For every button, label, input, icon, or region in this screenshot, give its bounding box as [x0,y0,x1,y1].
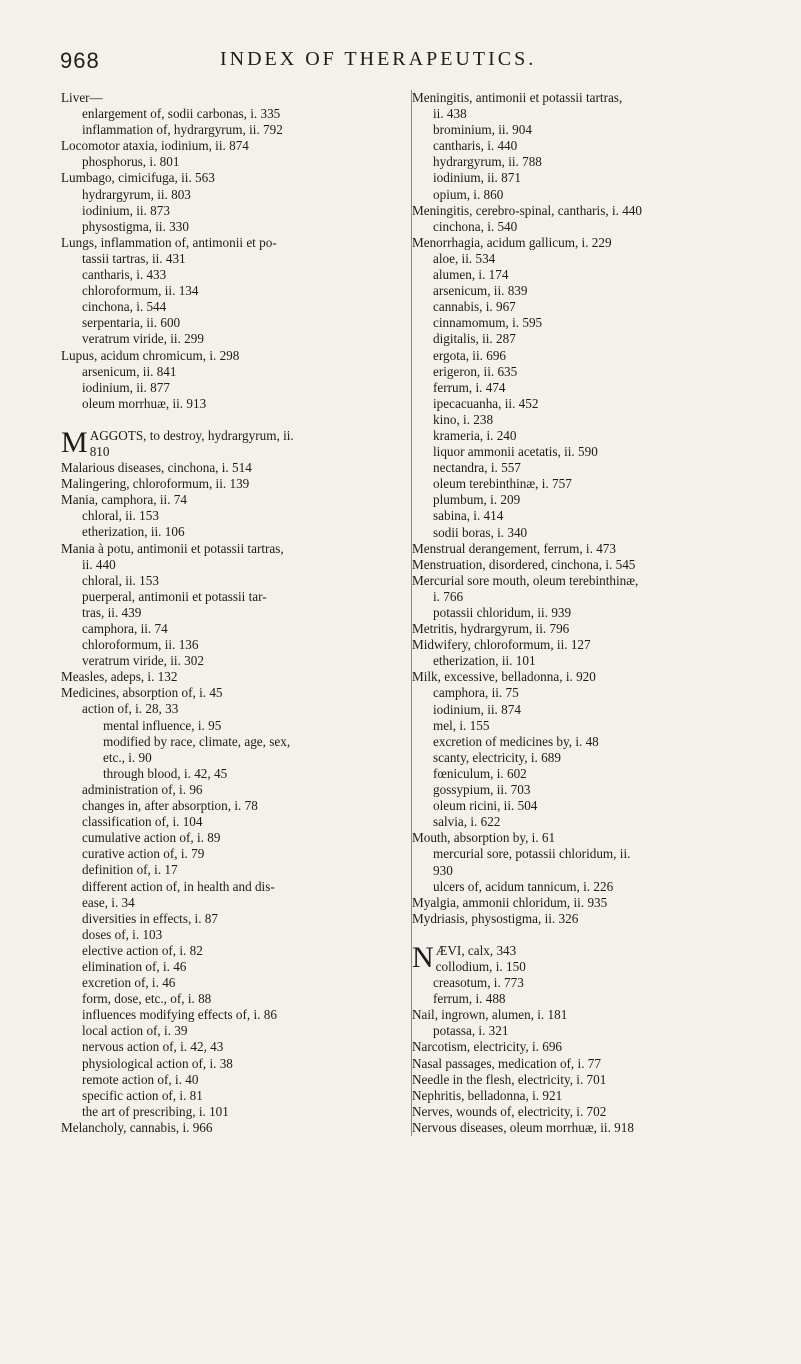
index-entry-line: form, dose, etc., of, i. 88 [82,991,212,1007]
index-entry-line: 810 [89,443,110,459]
index-entry-line: ulcers of, acidum tannicum, i. 226 [433,878,614,894]
index-entry-line: Menstruation, disordered, cinchona, i. 545 [412,556,636,572]
index-entry-line: arsenicum, ii. 841 [82,363,177,379]
index-entry-line: Malarious diseases, cinchona, i. 514 [61,460,252,476]
index-entry-line: cinchona, i. 540 [433,218,518,234]
index-entry-line: Nerves, wounds of, electricity, i. 702 [412,1103,607,1119]
index-entry-line: alumen, i. 174 [433,267,509,283]
index-entry-line: iodinium, ii. 877 [82,379,170,395]
index-entry-line: Needle in the flesh, electricity, i. 701 [412,1071,607,1087]
index-entry-line: mercurial sore, potassii chloridum, ii. [433,846,631,862]
index-entry-line: Narcotism, electricity, i. 696 [412,1039,563,1055]
index-entry-line: Liver— [61,90,103,105]
index-entry-line: hydrargyrum, ii. 788 [433,154,542,170]
index-entry-line: krameria, i. 240 [433,427,517,443]
index-entry-line: tassii tartras, ii. 431 [82,250,186,266]
index-entry-line: Menorrhagia, acidum gallicum, i. 229 [412,234,612,250]
index-entry-line: Mania, camphora, ii. 74 [61,492,187,508]
index-entry-line: opium, i. 860 [433,186,504,202]
index-entry-line: collodium, i. 150 [435,958,526,974]
index-entry-line: kino, i. 238 [433,411,494,427]
index-entry-line: chloral, ii. 153 [82,572,159,588]
index-entry-line: oleum morrhuæ, ii. 913 [82,395,207,411]
index-group-l [61,90,401,412]
index-entry-line: enlargement of, sodii carbonas, i. 335 [82,106,281,122]
index-entry-line: nectandra, i. 557 [433,460,521,476]
index-entry-line: the art of prescribing, i. 101 [82,1103,229,1119]
index-entry-line: scanty, electricity, i. 689 [433,749,561,765]
index-entry-line: Lungs, inflammation of, antimonii et po- [61,234,277,250]
index-entry-line: ferrum, i. 488 [433,991,506,1007]
index-entry-line: chloroformum, ii. 134 [82,283,199,299]
index-entry-maggots [61,425,401,460]
index-entry-line: iodinium, ii. 874 [433,701,521,717]
index-entry-line: Medicines, absorption of, i. 45 [61,685,223,701]
index-entry-line: iodinium, ii. 873 [82,202,170,218]
index-entry-line: camphora, ii. 75 [433,685,519,701]
index-entry-line: etherization, ii. 106 [82,524,185,540]
index-entry-line: through blood, i. 42, 45 [103,765,228,781]
index-entry-line: Nail, ingrown, alumen, i. 181 [412,1007,568,1023]
index-entry-line: iodinium, ii. 871 [433,170,521,186]
index-entry-line: inflammation of, hydrargyrum, ii. 792 [82,122,283,138]
index-entry-line: etherization, ii. 101 [433,653,536,669]
index-entry-line: diversities in effects, i. 87 [82,910,218,926]
index-entry-line: Nasal passages, medication of, i. 77 [412,1055,601,1071]
index-entry-line: tras, ii. 439 [82,604,142,620]
index-entry-line: veratrum viride, ii. 299 [82,331,204,347]
index-entry-line: fœniculum, i. 602 [433,765,527,781]
index-entry-line: ergota, ii. 696 [433,347,507,363]
index-entry-line: chloroformum, ii. 136 [82,637,199,653]
index-entry-line: mental influence, i. 95 [103,717,222,733]
index-entry-line: changes in, after absorption, i. 78 [82,798,258,814]
index-entry-line: Melancholy, cannabis, i. 966 [61,1119,213,1135]
page-number: 968 [60,48,100,73]
index-entry-line: 930 [433,862,453,878]
index-entry-line: ÆVI, calx, 343 [435,942,517,958]
index-entry-line: action of, i. 28, 33 [82,701,179,717]
index-entry-line: Nephritis, belladonna, i. 921 [412,1087,563,1103]
index-entry-line: ii. 440 [82,556,116,572]
index-entry-line: serpentaria, ii. 600 [82,315,181,331]
index-entry-line: local action of, i. 39 [82,1023,188,1039]
index-entry-line: i. 766 [433,588,464,604]
index-entry-line: Meningitis, antimonii et potassii tartras, [412,90,623,105]
index-entry-line: etc., i. 90 [103,749,152,765]
index-entry-line: influences modifying effects of, i. 86 [82,1007,277,1023]
index-entry-line: gossypium, ii. 703 [433,782,531,798]
index-entry-line: mel, i. 155 [433,717,490,733]
index-entry-line: excretion of, i. 46 [82,975,176,991]
index-entry-line: specific action of, i. 81 [82,1087,203,1103]
index-entry-line: ease, i. 34 [82,894,135,910]
index-entry-line: sodii boras, i. 340 [433,524,528,540]
index-entry-line: Mouth, absorption by, i. 61 [412,830,556,846]
index-entry-line: oleum ricini, ii. 504 [433,798,538,814]
index-entry-line: Lupus, acidum chromicum, i. 298 [61,347,240,363]
index-entry-line: puerperal, antimonii et potassii tar- [82,588,267,604]
index-entry-line: excretion of medicines by, i. 48 [433,733,599,749]
index-entry-line: elective action of, i. 82 [82,942,203,958]
index-entry-line: potassa, i. 321 [433,1023,509,1039]
drop-cap: N [412,940,434,974]
index-entry-line: camphora, ii. 74 [82,621,168,636]
index-entry-line: different action of, in health and dis- [82,878,275,894]
index-entry-line: Mercurial sore mouth, oleum terebinthinæ, [412,572,639,588]
index-entry-line: plumbum, i. 209 [433,492,521,508]
index-entry-line: Measles, adeps, i. 132 [61,669,178,685]
index-entry-line: erigeron, ii. 635 [433,363,518,379]
index-group-m [61,460,401,1136]
index-entry-line: phosphorus, i. 801 [82,154,180,170]
index-entry-line: doses of, i. 103 [82,926,163,942]
index-entry-line: cumulative action of, i. 89 [82,830,221,846]
index-entry-line: hydrargyrum, ii. 803 [82,186,191,202]
index-entry-line: digitalis, ii. 287 [433,331,516,347]
index-entry-line: aloe, ii. 534 [433,250,496,266]
index-entry-line: classification of, i. 104 [82,814,203,830]
index-group-n [412,975,752,1136]
index-entry-line: cannabis, i. 967 [433,299,516,315]
index-entry-line: Milk, excessive, belladonna, i. 920 [412,669,596,685]
right-column [411,90,752,1136]
page-header [60,48,760,78]
index-entry-line: cantharis, i. 440 [433,138,518,154]
index-entry-line: cinchona, i. 544 [82,299,167,315]
index-entry-line: cinnamomum, i. 595 [433,315,543,331]
index-entry-line: potassii chloridum, ii. 939 [433,605,572,620]
index-entry-line: ferrum, i. 474 [433,379,506,395]
index-entry-line: modified by race, climate, age, sex, [103,733,291,749]
index-entry-line: Midwifery, chloroformum, ii. 127 [412,637,591,653]
index-entry-line: liquor ammonii acetatis, ii. 590 [433,444,598,460]
index-entry-line: Nervous diseases, oleum morrhuæ, ii. 918 [412,1119,634,1135]
index-entry-line: Malingering, chloroformum, ii. 139 [61,476,250,492]
index-entry-line: creasotum, i. 773 [433,975,524,991]
index-entry-line: Mania à potu, antimonii et potassii tartras, [61,540,284,556]
index-entry-line: Myalgia, ammonii chloridum, ii. 935 [412,894,608,910]
index-entry-line: physiological action of, i. 38 [82,1055,233,1071]
running-title: INDEX OF THERAPEUTICS. [220,48,537,70]
index-entry-line: Meningitis, cerebro-spinal, cantharis, i. 440 [412,202,642,218]
index-entry-line: Lumbago, cimicifuga, ii. 563 [61,170,215,186]
index-entry-line: Metritis, hydrargyrum, ii. 796 [412,621,570,637]
index-entry-line: Mydriasis, physostigma, ii. 326 [412,910,579,926]
index-entry-line: AGGOTS, to destroy, hydrargyrum, ii. [89,427,294,443]
index-entry-line: ii. 438 [433,106,467,122]
index-entry-line: physostigma, ii. 330 [82,218,189,234]
index-entry-line: arsenicum, ii. 839 [433,283,528,299]
index-entry-naevi [412,940,752,975]
index-entry-line: definition of, i. 17 [82,862,178,878]
index-entry-line: brominium, ii. 904 [433,122,532,138]
index-entry-line: cantharis, i. 433 [82,267,167,283]
index-entry-line: chloral, ii. 153 [82,508,159,524]
index-entry-line: elimination of, i. 46 [82,958,187,974]
index-group-m-cont [412,90,752,927]
index-entry-line: Menstrual derangement, ferrum, i. 473 [412,540,616,556]
drop-cap: M [61,425,88,459]
index-entry-line: nervous action of, i. 42, 43 [82,1039,224,1055]
index-entry-line: remote action of, i. 40 [82,1071,199,1087]
index-entry-line: ipecacuanha, ii. 452 [433,395,539,411]
left-column [61,90,401,1136]
index-entry-line: administration of, i. 96 [82,781,203,797]
index-entry-line: Locomotor ataxia, iodinium, ii. 874 [61,138,249,154]
index-entry-line: veratrum viride, ii. 302 [82,653,204,669]
index-entry-line: curative action of, i. 79 [82,846,205,862]
index-entry-line: salvia, i. 622 [433,814,501,830]
index-entry-line: oleum terebinthinæ, i. 757 [433,476,572,492]
index-entry-line: sabina, i. 414 [433,508,504,524]
